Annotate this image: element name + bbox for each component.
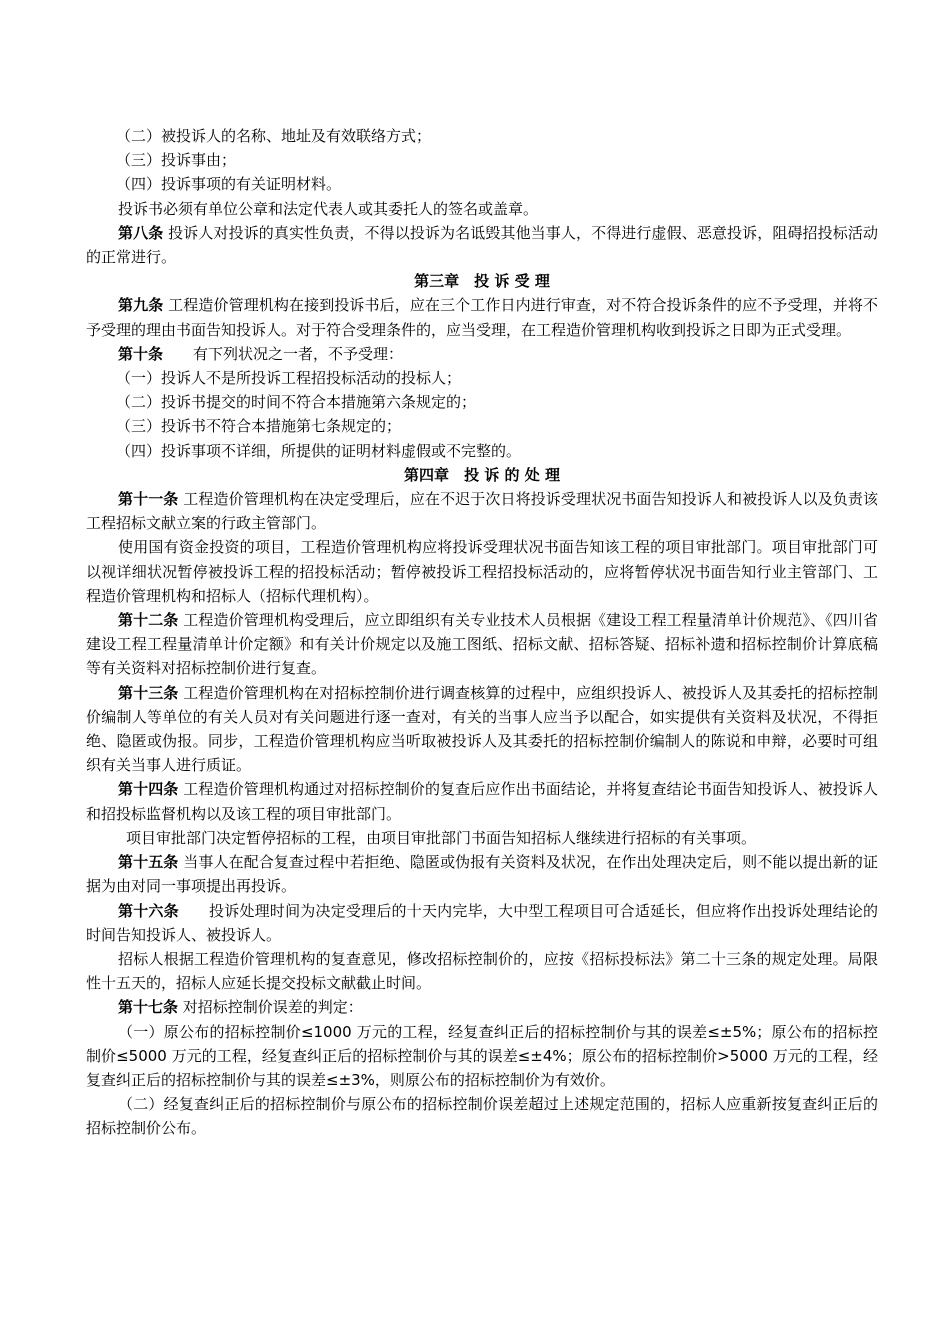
- chapter-3-heading: [86, 269, 878, 293]
- list-item: （三）投诉书不符合本措施第七条规定的；: [116, 417, 402, 436]
- article-text: 工程造价管理机构通过对招标控制价的复查后应作出书面结论，并将复查结论书面告知投诉人、被投诉人和招投标监督机构以及该工程的项目审批部门。: [86, 780, 878, 823]
- list-item: （三）投诉事由；: [116, 151, 237, 170]
- document-page: [86, 124, 878, 1141]
- article-text: 工程造价管理机构受理后，应立即组织有关专业技术人员根据《建设工程工程量清单计价规范》、《四川省建设工程工程量清单计价定额》和有关计价规定以及施工图纸、招标文献、招标答疑、招标补遗和招标控制价计算底稿等有关资料对招标控制价进行复查。: [86, 611, 878, 678]
- article-label: 第十条: [118, 344, 164, 363]
- article-label: 第十五条: [118, 853, 179, 872]
- chapter-title: 投 诉 的 处 理: [464, 465, 560, 484]
- paragraph: 投诉书必须有单位公章和法定代表人或其委托人的签名或盖章。: [118, 199, 539, 218]
- article-15: [86, 850, 878, 898]
- article-13: [86, 681, 878, 778]
- article-8: [86, 221, 878, 269]
- article-text: 对招标控制价误差的判定：: [178, 998, 363, 1017]
- chapter-4-heading: [86, 463, 878, 487]
- article-label: 第八条: [118, 223, 164, 242]
- list-item: （一）原公布的招标控制价≤1000 万元的工程，经复查纠正后的招标控制价与其的误差≤±5%；原公布的招标控制价≤5000 万元的工程，经复查纠正后的招标控制价与其的误差≤±4%；原公布的招标控制价>5000 万元的工程，经复查纠正后的招标控制价与其的误差≤±3%，则原公布的招标控制价为有效价。: [86, 1022, 878, 1089]
- article-16: [86, 899, 878, 947]
- chapter-title: 投 诉 受 理: [474, 272, 550, 291]
- article-text: 投诉人对投诉的真实性负责，不得以投诉为名诋毁其他当事人，不得进行虚假、恶意投诉，阻碍招投标活动的正常进行。: [86, 223, 878, 267]
- article-14: [86, 777, 878, 825]
- list-item: （二）投诉书提交的时间不符合本措施第六条规定的；: [116, 393, 477, 412]
- list-item: （四）投诉事项的有关证明材料。: [116, 175, 342, 194]
- article-text: 当事人在配合复查过程中若拒绝、隐匿或伪报有关资料及状况，在作出处理决定后，则不能以提出新的证据为由对同一事项提出再投诉。: [86, 853, 878, 896]
- article-11: [86, 487, 878, 535]
- article-text: 工程造价管理机构在接到投诉书后，应在三个工作日内进行审查，对不符合投诉条件的应不予受理，并将不予受理的理由书面告知投诉人。对于符合受理条件的，应当受理，在工程造价管理机构收到投诉之日即为正式受理。: [86, 296, 878, 339]
- article-12: [86, 608, 878, 681]
- article-text: 工程造价管理机构在对招标控制价进行调查核算的过程中，应组织投诉人、被投诉人及其委托的招标控制价编制人等单位的有关人员对有关问题进行逐一查对，有关的当事人应当予以配合，如实提供有关资料及状况，不得拒绝、隐匿或伪报。同步，工程造价管理机构应当听取被投诉人及其委托的招标控制价编制人的陈说和申辩，必要时可组织有关当事人进行质证。: [86, 683, 878, 775]
- article-17: [86, 995, 878, 1019]
- list-item: （二）被投诉人的名称、地址及有效联络方式；: [116, 127, 432, 145]
- chapter-number: 第四章: [404, 465, 450, 484]
- list-item: （一）投诉人不是所投诉工程招投标活动的投标人；: [116, 369, 462, 388]
- article-text: 工程造价管理机构在决定受理后，应在不迟于次日将投诉受理状况书面告知投诉人和被投诉人以及负责该工程招标文献立案的行政主管部门。: [86, 490, 878, 533]
- list-item: （二）经复查纠正后的招标控制价与原公布的招标控制价误差超过上述规定范围的，招标人应重新按复查纠正后的招标控制价公布。: [86, 1095, 878, 1138]
- article-label: 第九条: [118, 296, 164, 315]
- article-text: 投诉处理时间为决定受理后的十天内完毕，大中型工程项目可合适延长，但应将作出投诉处理结论的时间告知投诉人、被投诉人。: [86, 901, 878, 944]
- paragraph: 使用国有资金投资的项目，工程造价管理机构应将投诉受理状况书面告知该工程的项目审批部门。项目审批部门可以视详细状况暂停被投诉工程的招投标活动；暂停被投诉工程招投标活动的，应将暂停状况书面告知行业主管部门、工程造价管理机构和招标人（招标代理机构）。: [86, 538, 878, 605]
- article-label: 第十二条: [118, 611, 179, 630]
- paragraph: 招标人根据工程造价管理机构的复查意见，修改招标控制价的，应按《招标投标法》第二十三条的规定处理。局限性十五天的，招标人应延长提交投标文献截止时间。: [86, 949, 878, 993]
- chapter-number: 第三章: [414, 272, 460, 291]
- article-label: 第十六条: [118, 901, 179, 920]
- article-text: 有下列状况之一者，不予受理：: [193, 344, 404, 363]
- article-10: [86, 342, 878, 366]
- article-label: 第十七条: [118, 998, 179, 1017]
- article-label: 第十四条: [118, 780, 179, 799]
- article-label: 第十一条: [118, 490, 179, 509]
- paragraph: 项目审批部门决定暂停招标的工程，由项目审批部门书面告知招标人继续进行招标的有关事项。: [126, 828, 757, 847]
- article-9: [86, 293, 878, 341]
- article-label: 第十三条: [118, 683, 179, 702]
- list-item: （四）投诉事项不详细，所提供的证明材料虚假或不完整的。: [116, 441, 522, 460]
